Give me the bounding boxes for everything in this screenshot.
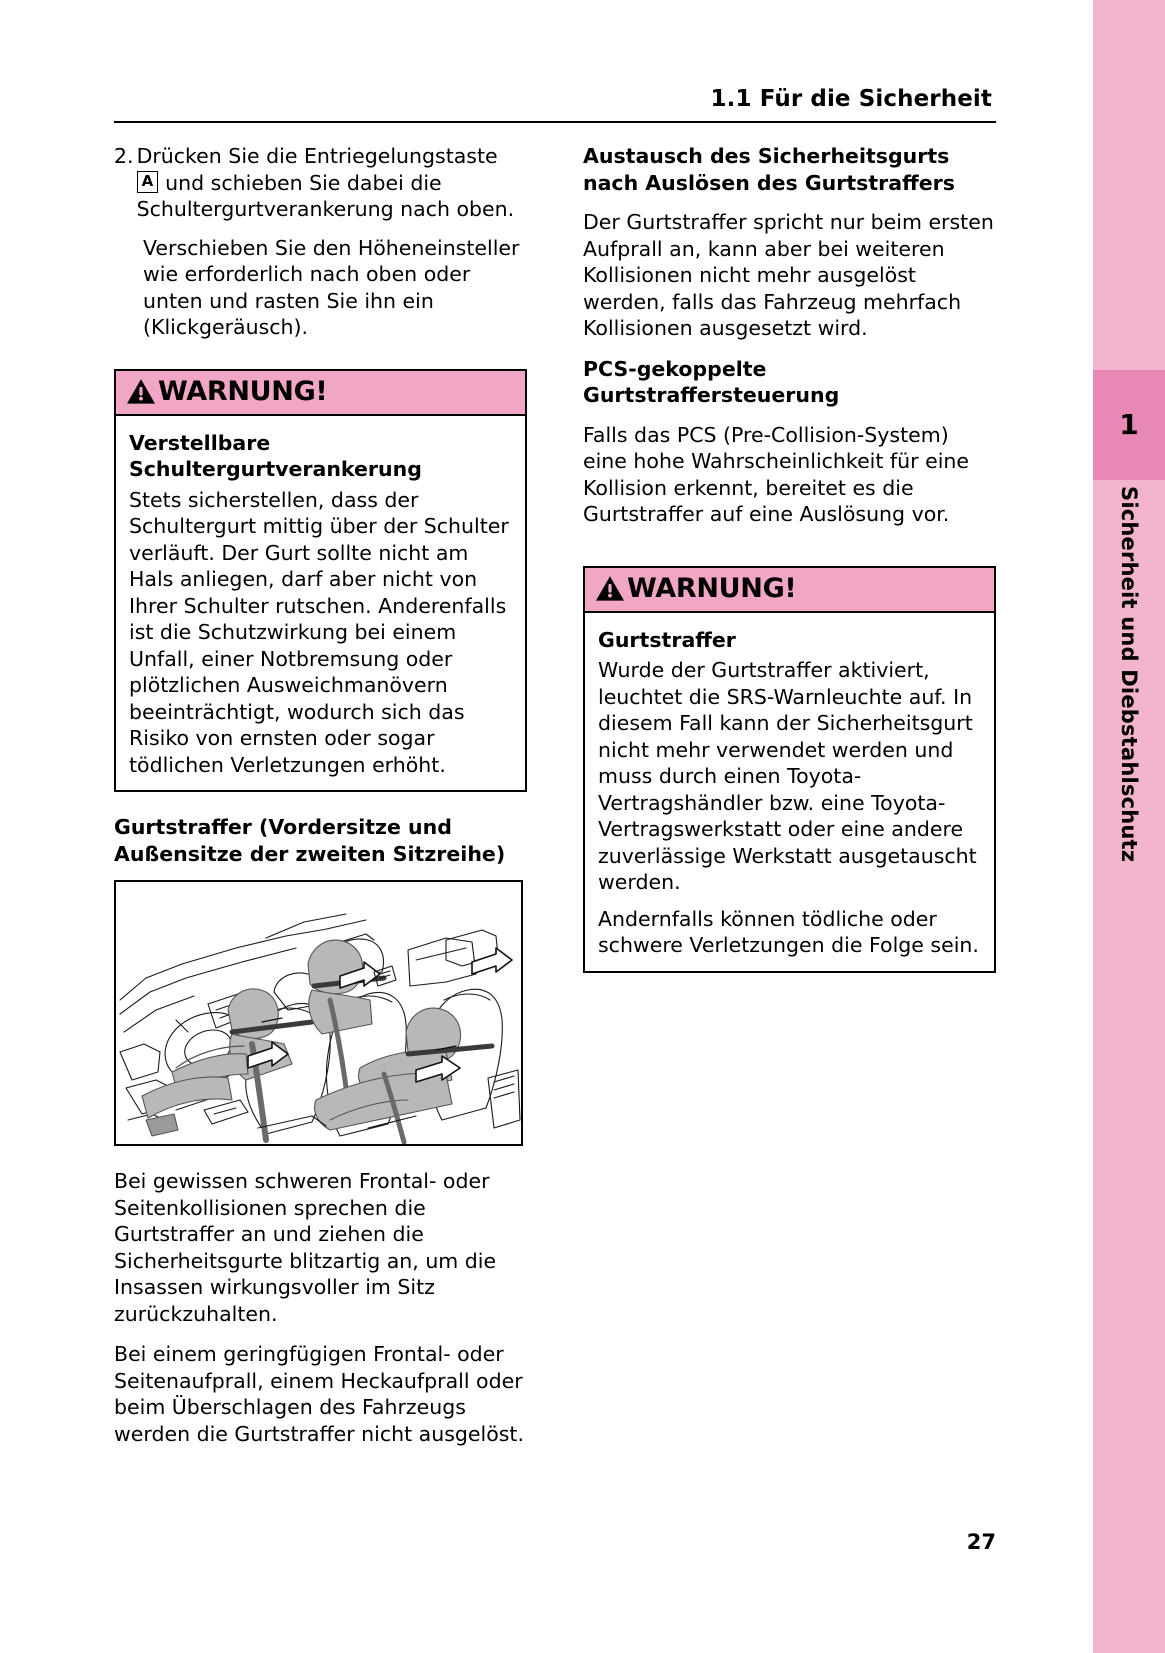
warning-subheading: Verstellbare Schultergurtverankerung bbox=[129, 430, 422, 481]
pretensioner-paragraph-2: Bei einem geringfügigen Frontal- oder Seitenaufprall, einem Heckaufprall oder beim Überschlagen des Fahrzeugs werden die Gurtstraffer nicht ausgelöst. bbox=[114, 1342, 524, 1446]
warning-box-adjustable-anchor bbox=[114, 369, 527, 793]
page-number: 27 bbox=[966, 1530, 996, 1554]
warning-content bbox=[585, 613, 994, 971]
heading-belt-replacement: Austausch des Sicherheitsgurts nach Auslösen des Gurtstraffers bbox=[583, 144, 955, 195]
left-column bbox=[114, 143, 527, 1461]
step-text bbox=[137, 143, 527, 223]
pretensioner-paragraph-1: Bei gewissen schweren Frontal- oder Seitenkollisionen sprechen die Gurtstraffer an und ziehen die Sicherheitsgurte blitzartig an, um die Insassen wirkungsvoller im Sitz zurückzuhalten. bbox=[114, 1169, 497, 1326]
chapter-number: 1 bbox=[1119, 408, 1139, 441]
section-heading-pretensioner: Gurtstraffer (Vordersitze und Außensitze der zweiten Sitzreihe) bbox=[114, 815, 506, 866]
heading-pcs-control: PCS-gekoppelte Gurtstraffersteuerung bbox=[583, 356, 840, 407]
warning-triangle-icon bbox=[126, 378, 156, 405]
cabin-illustration bbox=[114, 880, 523, 1146]
cabin-illustration-svg bbox=[116, 882, 521, 1144]
step-number: 2. bbox=[114, 144, 134, 168]
step-text-after: und schieben Sie dabei die Schultergurtverankerung nach oben. bbox=[136, 170, 515, 221]
warning-label: WARNUNG! bbox=[158, 376, 328, 407]
warning-triangle-icon bbox=[595, 575, 625, 602]
chapter-label-text: Sicherheit und Diebstahlschutz bbox=[1117, 486, 1141, 863]
step-follow-up-paragraph: Verschieben Sie den Höheneinsteller wie erforderlich nach oben oder unten und rasten Sie ihn ein (Klickgeräusch). bbox=[143, 235, 520, 339]
chapter-index-tab bbox=[1093, 0, 1165, 1653]
right-column bbox=[583, 143, 996, 995]
chapter-number-block bbox=[1093, 370, 1165, 480]
page-title: 1.1 Für die Sicherheit bbox=[710, 86, 992, 112]
pcs-control-paragraph: Falls das PCS (Pre-Collision-System) eine hohe Wahrscheinlichkeit für eine Kollision erkennt, bereitet es die Gurtstraffer auf eine Auslösung vor. bbox=[583, 422, 969, 526]
warning-body-text: Stets sicherstellen, dass der Schultergurt mittig über der Schulter verläuft. Der Gurt sollte nicht am Hals anliegen, darf aber nicht von Ihrer Schulter rutschen. Anderenfalls ist die Schutzwirkung bei einem Unfall, einer Notbremsung oder plötzlichen Ausweichmanövern beeinträchtigt, wodurch sich das Risiko von ernsten oder sogar tödlichen Verletzungen erhöht. bbox=[129, 487, 509, 777]
chapter-label-vertical bbox=[1093, 486, 1165, 1186]
warning-subheading: Gurtstraffer bbox=[598, 627, 736, 652]
step-text-before: Drücken Sie die Entriegelungstaste bbox=[136, 144, 498, 168]
warning-label: WARNUNG! bbox=[627, 573, 797, 604]
warning-box-pretensioner bbox=[583, 566, 996, 973]
warning-content bbox=[116, 416, 525, 791]
warning-body-text-1: Wurde der Gurtstraffer aktiviert, leuchtet die SRS-Warnleuchte auf. In diesem Fall kann der Sicherheitsgurt nicht mehr verwendet werden und muss durch einen Toyota-Vertragshändler bzw. eine Toyota-Vertragswerkstatt oder eine andere zuverlässige Werkstatt ausgetauscht werden. bbox=[598, 658, 977, 894]
belt-replacement-paragraph: Der Gurtstraffer spricht nur beim ersten Aufprall an, kann aber bei weiteren Kollisionen nicht mehr ausgelöst werden, falls das Fahrzeug mehrfach Kollisionen ausgesetzt wird. bbox=[583, 210, 994, 340]
page-header bbox=[114, 86, 996, 112]
warning-body-text-2: Andernfalls können tödliche oder schwere Verletzungen die Folge sein. bbox=[598, 906, 979, 957]
numbered-step-2 bbox=[114, 143, 527, 223]
warning-header bbox=[116, 371, 525, 416]
header-divider bbox=[114, 121, 996, 123]
warning-header bbox=[585, 568, 994, 613]
callout-letter-a: A bbox=[137, 171, 159, 193]
